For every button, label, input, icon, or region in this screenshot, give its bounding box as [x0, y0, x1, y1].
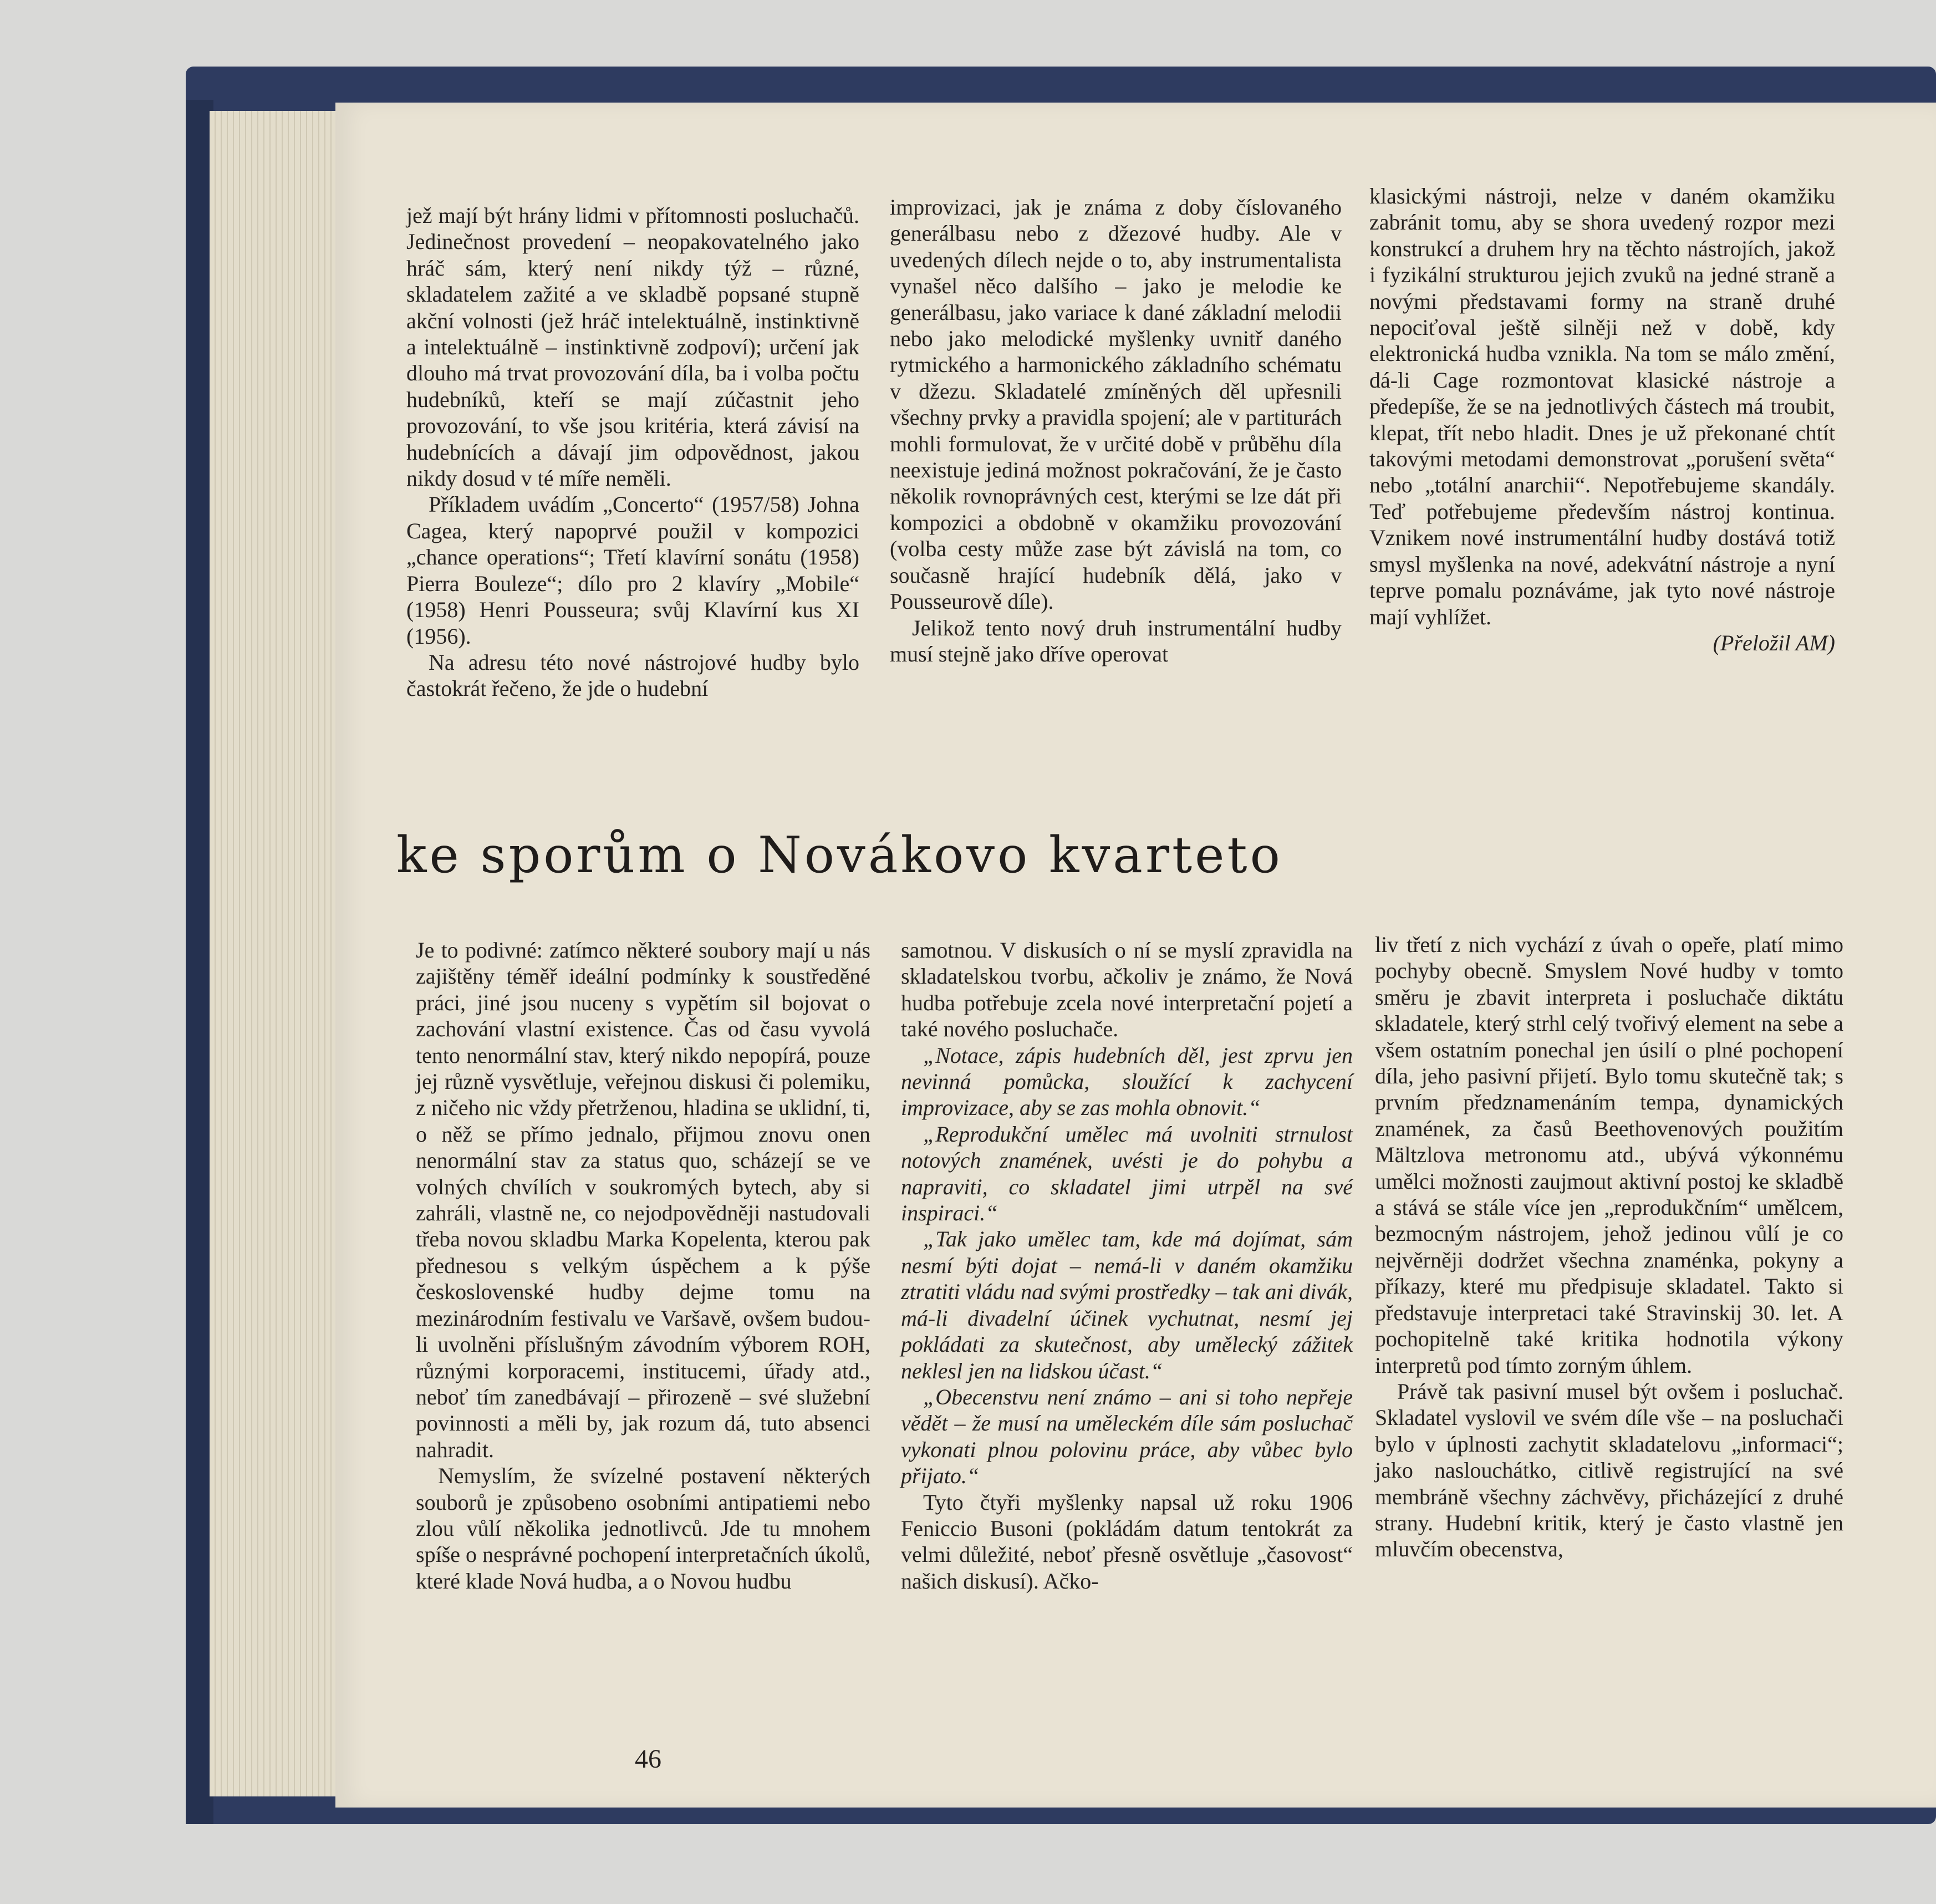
article-heading: ke sporům o Novákovo kvarteto: [396, 826, 1283, 884]
paragraph: Nemyslím, že svízelné postavení některých souborů je způsobeno osobními antipatiemi nebo zlou vůlí několika jednotlivců. Jde tu mnohem spíše o nesprávné pochopení interpretačních úkolů, které klade Nová hudba, a o Novou hudbu: [416, 1463, 870, 1594]
paragraph: „Notace, zápis hudebních děl, jest zprvu jen nevinná pomůcka, sloužící k zachycení improvizace, aby se zas mohla obnovit.“: [901, 1042, 1353, 1121]
paragraph: Je to podivné: zatímco některé soubory mají u nás zajištěny téměř ideální podmínky k soustředěné práci, jiné jsou nuceny s vypětím sil bojovat o zachování vlastní existence. Čas od času vyvolá tento nenormální stav, který nikdo nepopírá, pouze jej různě vysvětluje, veřejnou diskusi či polemiku, z ničeho nic vždy přetrženou, hladina se uklidní, ti, o něž se přímo jednalo, přijmou znovu onen nenormální stav za status quo, scházejí se ve volných chvílích v soukromých bytech, aby si zahráli, vlastně ne, co nejodpovědněji nastudovali třeba novou skladbu Marka Kopelenta, kterou pak přednesou s velkým úspěchem a k pýše československé hudby dejme tomu na mezinárodním festivalu ve Varšavě, ovšem budou-li uvolněni příslušným závodním výborem ROH, různými korporacemi, institucemi, úřady atd., neboť tím zanedbávají – přirozeně – své služební povinnosti a měli by, jak rozum dá, tuto absenci nahradit.: [416, 938, 870, 1462]
top-column-3: [1369, 183, 1835, 656]
paragraph: Tyto čtyři myšlenky napsal už roku 1906 Feniccio Busoni (pokládám datum tentokrát za velmi důležité, neboť přesně osvětluje „časovost“ našich diskusí). Ačko-: [901, 1489, 1353, 1594]
paragraph: Příkladem uvádím „Concerto“ (1957/58) Johna Cagea, který napoprvé použil v kompozici „chance operations“; Třetí klavírní sonátu (1958) Pierra Bouleze“; dílo pro 2 klavíry „Mobile“ (1958) Henri Pousseura; svůj Klavírní kus XI (1956).: [406, 492, 859, 649]
paragraph: „Tak jako umělec tam, kde má dojímat, sám nesmí býti dojat – nemá-li v daném okamžiku ztratiti vládu nad svými prostředky – tak ani divák, má-li divadelní účinek vychutnat, nesmí jej pokládati za skutečnost, aby umělecký zážitek neklesl jen na lidskou účast.“: [901, 1226, 1353, 1383]
paragraph: improvizaci, jak je známa z doby číslovaného generálbasu nebo z džezové hudby. Ale v uvedených dílech nejde o to, aby instrumentalista vynašel něco dalšího – jako je melodie ke generálbasu, jako variace k dané základní melodii nebo jako melodické myšlenky uvnitř daného rytmického a harmonického základního schématu v džezu. Skladatelé zmíněných děl upřesnili všechny prvky a pravidla spojení; ale v partiturách mohli formulovat, že v určité době v průběhu díla neexistuje jediná možnost pokračování, že je často několik rovnoprávných cest, kterými se lze dát při kompozici a obdobně v okamžiku provozování (volba cesty může zase být závislá na tom, co současně hrající hudebník dělá, jako v Pousseurově díle).: [890, 195, 1342, 614]
bottom-column-2: [901, 937, 1353, 1594]
top-column-1: [406, 202, 859, 702]
paragraph: samotnou. V diskusích o ní se myslí zpravidla na skladatelskou tvorbu, ačkoliv je známo, že Nová hudba potřebuje zcela nové interpretační pojetí a také nového posluchače.: [901, 938, 1353, 1042]
paragraph: Na adresu této nové nástrojové hudby bylo častokrát řečeno, že jde o hudební: [406, 649, 859, 701]
bottom-column-3: [1375, 931, 1843, 1562]
paragraph: liv třetí z nich vychází z úvah o opeře, platí mimo pochyby obecně. Smyslem Nové hudby v tomto směru je zbavit interpreta i posluchače diktátu skladatele, který strhl celý tvořivý element na sebe a všem ostatním ponechal jen úsilí o plné pochopení díla, jeho pasivní přijetí. Bylo tomu skutečně tak; s prvním předznamenáním tempa, dynamických znamének, za časů Beethovenových použitím Mältzlova metronomu atd., ubývá výkonnému umělci možnosti zaujmout aktivní postoj ke skladbě a stává se stále více jen „reprodukčním“ umělcem, bezmocným nástrojem, jehož jedinou vůlí je co nejvěrněji dodržet všechna znaménka, pokyny a příkazy, které mu předpisuje skladatel. Takto si představuje interpretaci také Stravinskij 30. let. A pochopitelně také kritika hodnotila výkony interpretů pod tímto zorným úhlem.: [1375, 932, 1843, 1378]
top-column-2: [890, 194, 1342, 667]
paragraph: „Reprodukční umělec má uvolniti strnulost notových znamének, uvésti je do pohybu a napraviti, co skladatel jimi utrpěl na své inspiraci.“: [901, 1121, 1353, 1226]
paragraph: „Obecenstvu není známo – ani si toho nepřeje vědět – že musí na uměleckém díle sám posluchač vykonati plnou polovinu práce, aby vůbec bylo přijato.“: [901, 1384, 1353, 1489]
paragraph: jež mají být hrány lidmi v přítomnosti posluchačů. Jedinečnost provedení – neopakovatelného jako hráč sám, který není nikdy týž – různé, skladatelem zažité a ve skladbě popsané stupně akční volnosti (jež hráč intelektuálně, instinktivně a intelektuálně – instinktivně zodpoví); určení jak dlouho má trvat provozování díla, ba i volba počtu hudebníků, kteří se mají zúčastnit jeho provozování, to vše jsou kritéria, která závisí na hudebnících a dávají jim odpovědnost, jakou nikdy dosud v té míře neměli.: [406, 203, 859, 491]
page-number: 46: [635, 1744, 661, 1774]
paragraph: Právě tak pasivní musel být ovšem i posluchač. Skladatel vyslovil ve svém díle vše – na posluchači bylo v úplnosti zachytit skladatelovu „informaci“; jako naslouchátko, citlivě registrující na své membráně všechny záchvěvy, přicházející z druhé strany. Hudební kritik, který je často vlastně jen mluvčím obecenstva,: [1375, 1378, 1843, 1562]
paragraph: Jelikož tento nový druh instrumentální hudby musí stejně jako dříve operovat: [890, 615, 1342, 666]
bottom-column-1: [416, 937, 870, 1594]
paragraph: klasickými nástroji, nelze v daném okamžiku zabránit tomu, aby se shora uvedený rozpor mezi konstrukcí a druhem hry na těchto nástrojích, jakož i fyzikální strukturou jejich zvuků na jedné straně a novými představami formy na straně druhé nepociťoval ještě silněji než v době, kdy elektronická hudba vznikla. Na tom se málo změní, dá-li Cage rozmontovat klasické nástroje a předepíše, že se na jednotlivých částech má troubit, klepat, třít nebo hladit. Dnes je už překonané chtít takovými metodami demonstrovat „porušení světa“ nebo „totální anarchii“. Nepotřebujeme skandály. Teď potřebujeme především nástroj kontinua. Vznikem nové instrumentální hudby dostává totiž smysl myšlenka na nové, adekvátní nástroje a nyní teprve pomalu poznáváme, jak tyto nové nástroje mají vyhlížet.: [1369, 184, 1835, 629]
page-edges: [210, 111, 354, 1796]
paragraph: (Přeložil AM): [1713, 630, 1835, 655]
